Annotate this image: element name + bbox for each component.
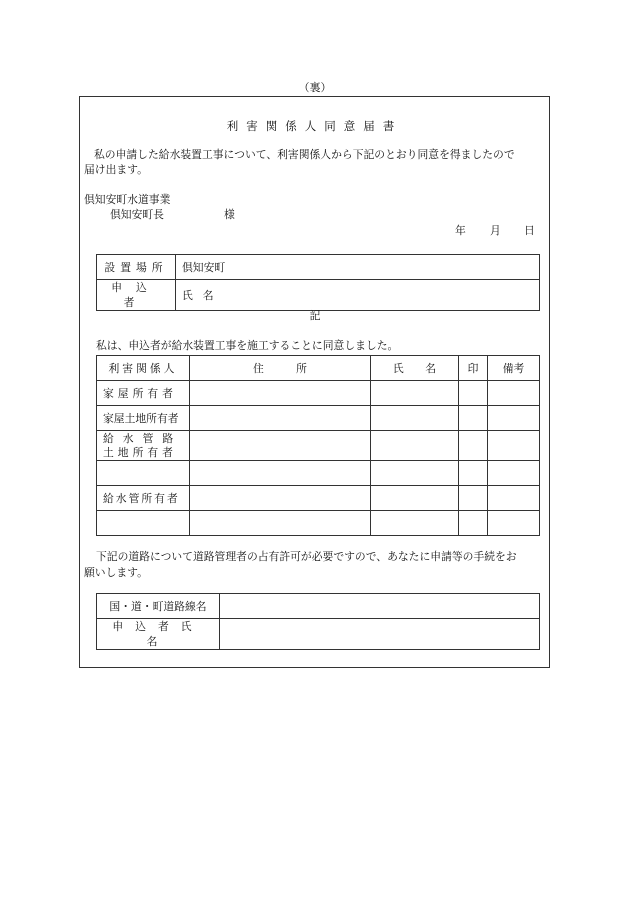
col-header-remarks: 備考 [488, 356, 540, 381]
row-label [97, 461, 190, 486]
intro-line-2: 届け出ます。 [84, 163, 148, 176]
seal-cell[interactable] [459, 431, 488, 461]
seal-cell[interactable] [459, 486, 488, 511]
table-row [97, 511, 540, 536]
col-header-seal: 印 [459, 356, 488, 381]
ki-label: 記 [309, 309, 321, 322]
date-day: 日 [524, 224, 535, 237]
address-cell[interactable] [190, 486, 371, 511]
name-cell[interactable] [371, 381, 459, 406]
table-row [97, 431, 540, 461]
date-month: 月 [490, 224, 501, 237]
table-row [97, 381, 540, 406]
remarks-cell[interactable] [488, 486, 540, 511]
address-cell[interactable] [190, 381, 371, 406]
remarks-cell[interactable] [488, 431, 540, 461]
date-year: 年 [455, 224, 466, 237]
row-label-multiline [97, 431, 190, 461]
form-title: 利害関係人同意届書 [226, 119, 403, 133]
road-note-line-1: 下記の道路について道路管理者の占有許可が必要ですので、あなたに申請等の手続をお [96, 550, 517, 563]
address-cell[interactable] [190, 461, 371, 486]
road-table [96, 593, 540, 650]
table-row [97, 461, 540, 486]
location-label: 設置場所 [97, 255, 176, 280]
page-side-label: （裏） [298, 81, 332, 94]
road-label: 国・道・町道路線名 [97, 594, 220, 619]
row-label: 家屋土地所有者 [97, 406, 190, 431]
seal-cell[interactable] [459, 406, 488, 431]
remarks-cell[interactable] [488, 461, 540, 486]
row-label: 給水管所有者 [97, 486, 190, 511]
location-value[interactable]: 倶知安町 [176, 255, 540, 280]
remarks-cell[interactable] [488, 406, 540, 431]
road-note-line-2: 願いします。 [84, 566, 148, 579]
applicant-label: 申込者 [97, 280, 176, 311]
address-cell[interactable] [190, 406, 371, 431]
row-label [97, 511, 190, 536]
row-label-line-2: 土地所有者 [103, 445, 177, 459]
intro-line-1: 私の申請した給水装置工事について、利害関係人から下記のとおり同意を得ましたので [94, 148, 515, 161]
address-cell[interactable] [190, 431, 371, 461]
addressee-org: 倶知安町水道事業 [84, 193, 171, 206]
seal-cell[interactable] [459, 511, 488, 536]
table-row [97, 486, 540, 511]
seal-cell[interactable] [459, 461, 488, 486]
address-cell[interactable] [190, 511, 371, 536]
seal-cell[interactable] [459, 381, 488, 406]
remarks-cell[interactable] [488, 511, 540, 536]
consent-sentence: 私は、申込者が給水装置工事を施工することに同意しました。 [96, 339, 399, 352]
road-applicant-value[interactable] [220, 619, 540, 650]
table-row [97, 406, 540, 431]
name-cell[interactable] [371, 511, 459, 536]
row-label-line-1: 給水管路 [103, 431, 183, 445]
name-cell[interactable] [371, 406, 459, 431]
name-cell[interactable] [371, 486, 459, 511]
site-table [96, 254, 540, 311]
name-cell[interactable] [371, 461, 459, 486]
addressee-title: 倶知安町長 [110, 208, 164, 221]
col-header-address: 住 所 [190, 356, 371, 381]
name-cell[interactable] [371, 431, 459, 461]
road-applicant-label: 申込者氏名 [97, 619, 220, 650]
row-label: 家屋所有者 [97, 381, 190, 406]
col-header-party: 利害関係人 [97, 356, 190, 381]
road-value[interactable] [220, 594, 540, 619]
remarks-cell[interactable] [488, 381, 540, 406]
name-label[interactable]: 氏名 [176, 280, 540, 311]
honorific: 様 [224, 208, 235, 221]
col-header-name: 氏 名 [371, 356, 459, 381]
party-table [96, 355, 540, 536]
